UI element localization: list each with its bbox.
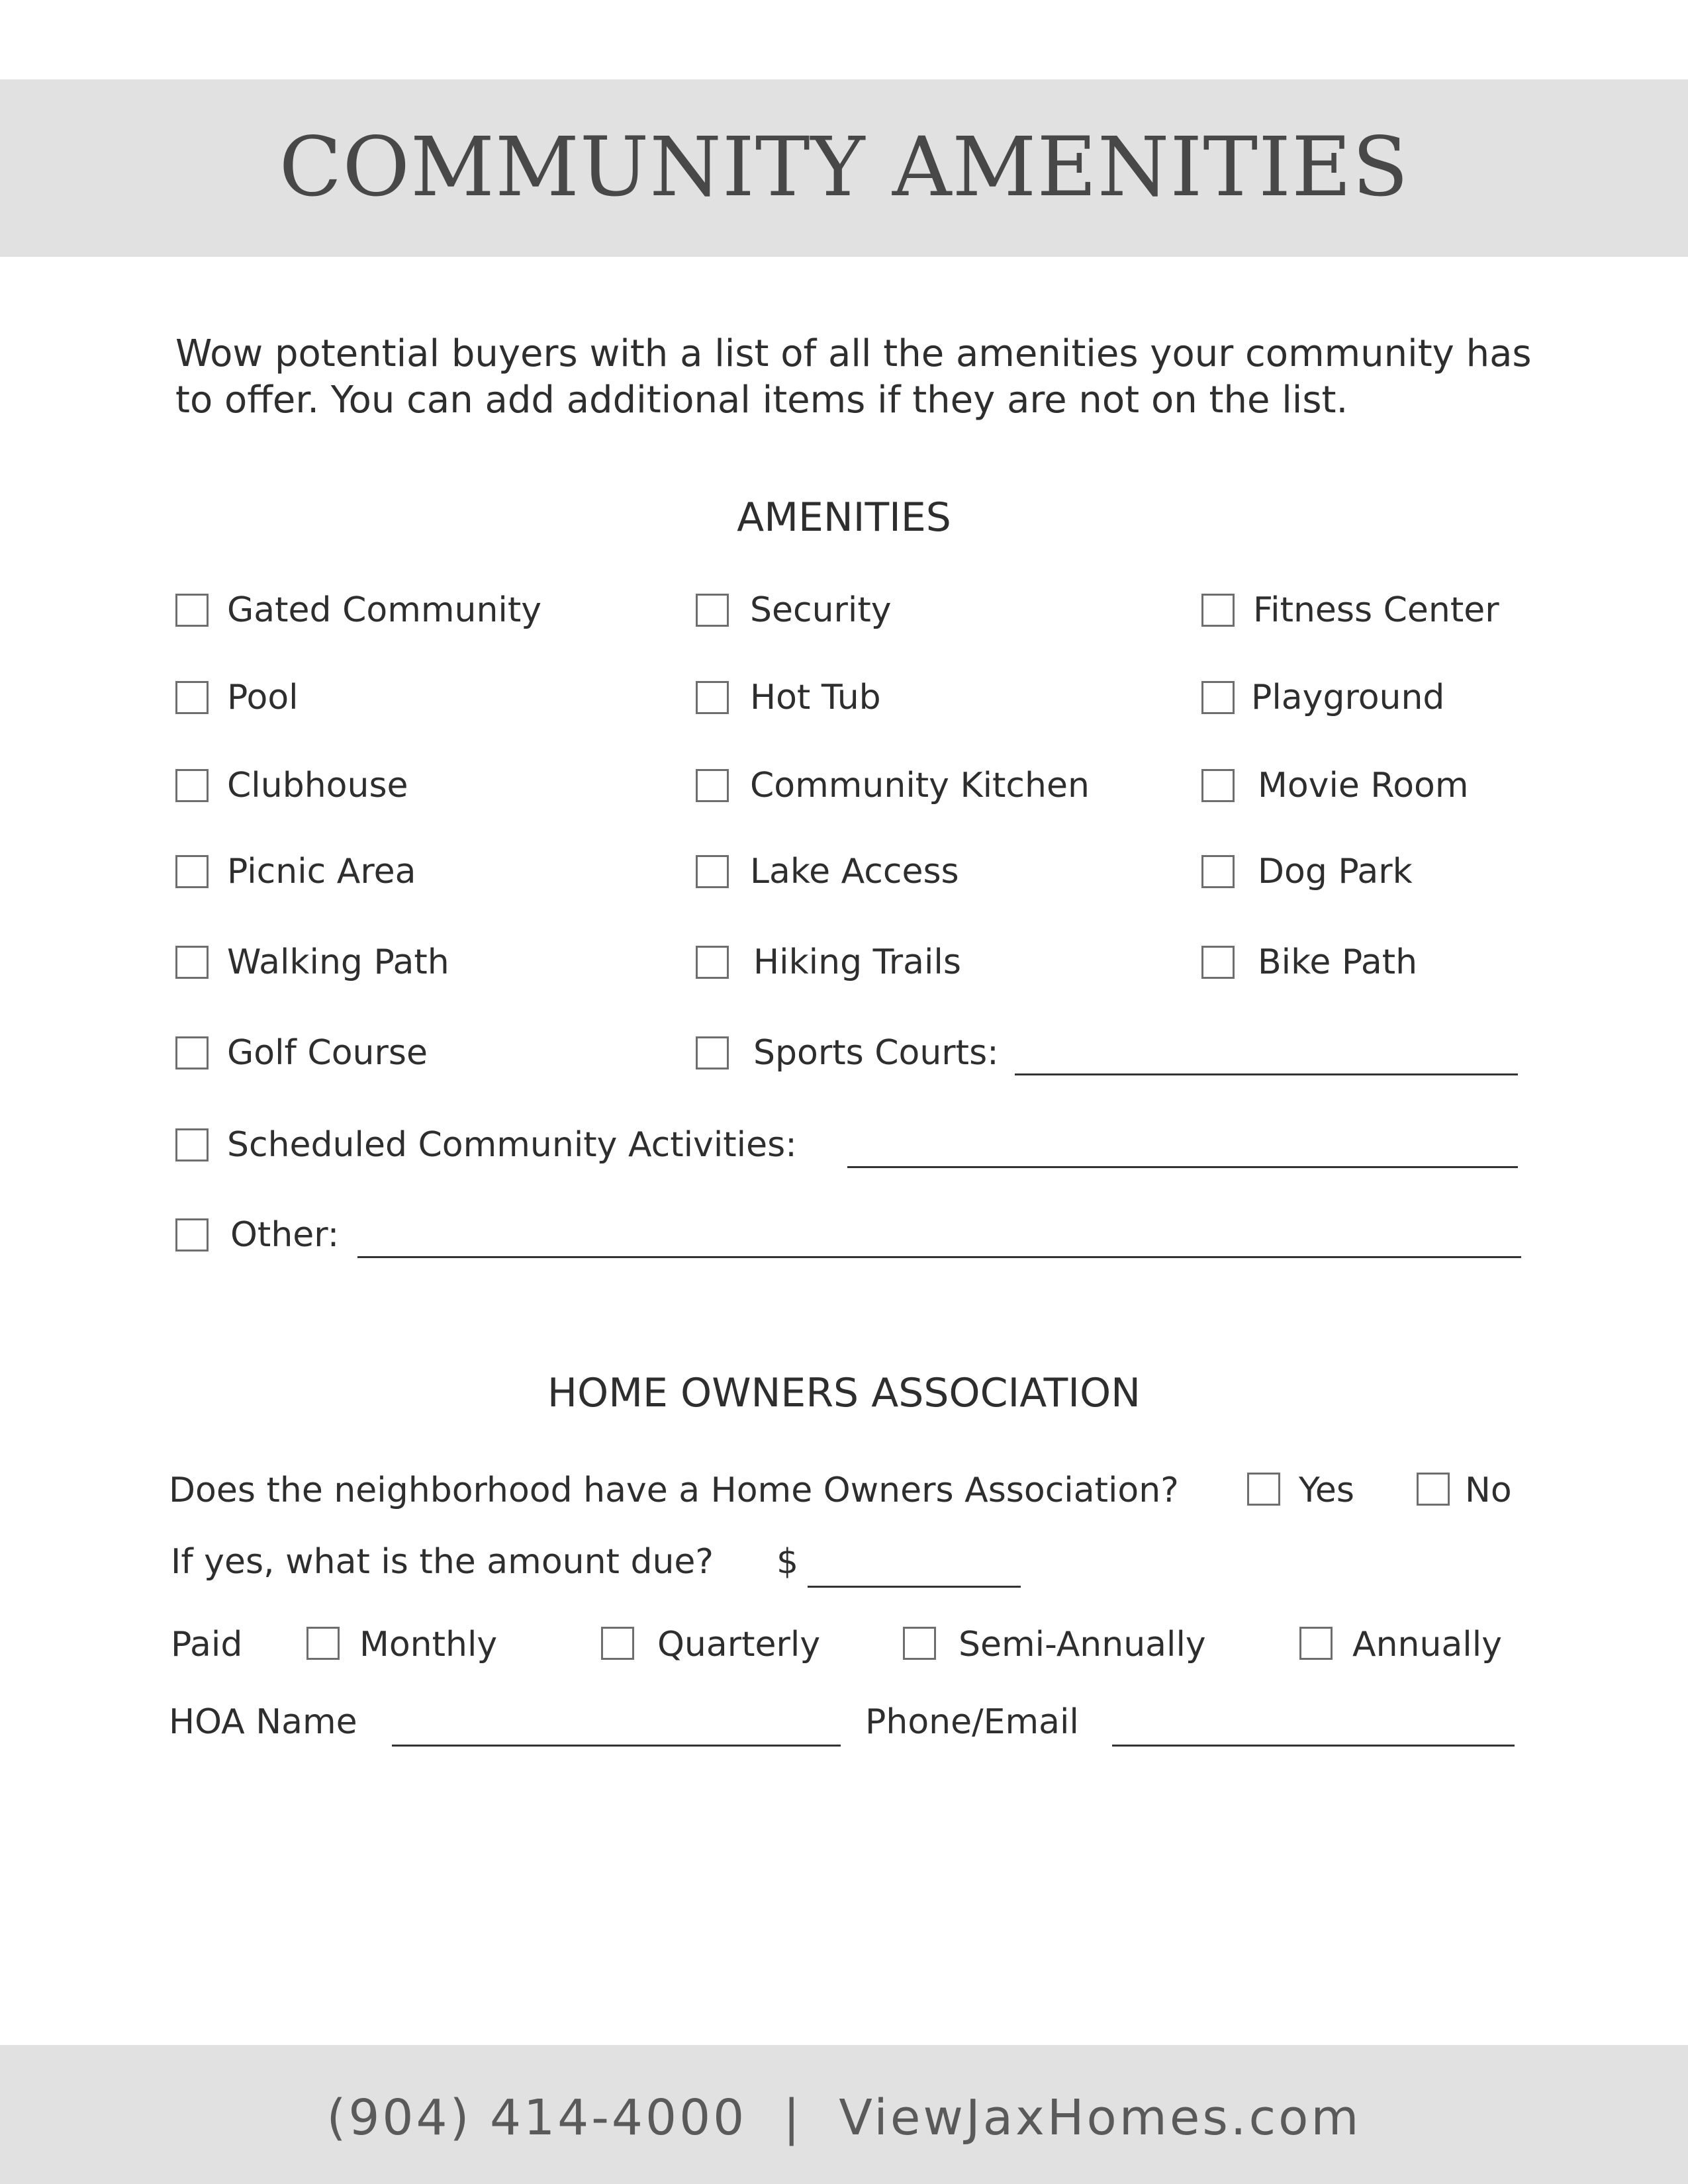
sports-courts-checkbox[interactable] <box>696 1036 729 1069</box>
hoa-question: Does the neighborhood have a Home Owners Association? <box>169 1471 1179 1510</box>
other-checkbox[interactable] <box>175 1218 209 1251</box>
community-kitchen-label: Community Kitchen <box>750 766 1090 805</box>
amenities-heading: AMENITIES <box>737 494 951 541</box>
dog-park-checkbox[interactable] <box>1201 855 1235 888</box>
gated-community-checkbox[interactable] <box>175 594 209 627</box>
bike-path-checkbox[interactable] <box>1201 946 1235 979</box>
lake-access-label: Lake Access <box>750 852 959 891</box>
hot-tub-label: Hot Tub <box>750 678 881 717</box>
fitness-center-label: Fitness Center <box>1253 590 1499 630</box>
monthly-label: Monthly <box>359 1625 498 1664</box>
security-checkbox[interactable] <box>696 594 729 627</box>
hiking-trails-label: Hiking Trails <box>753 942 961 982</box>
pool-label: Pool <box>227 678 299 717</box>
picnic-area-label: Picnic Area <box>227 852 416 891</box>
hoa-name-label: HOA Name <box>169 1702 357 1742</box>
hiking-trails-checkbox[interactable] <box>696 946 729 979</box>
hoa-yes-label: Yes <box>1299 1471 1354 1510</box>
playground-checkbox[interactable] <box>1201 681 1235 714</box>
quarterly-label: Quarterly <box>657 1625 821 1664</box>
gated-community-label: Gated Community <box>227 590 542 630</box>
hoa-no-checkbox[interactable] <box>1417 1473 1450 1506</box>
pool-checkbox[interactable] <box>175 681 209 714</box>
currency-symbol: $ <box>776 1542 799 1582</box>
community-kitchen-checkbox[interactable] <box>696 769 729 802</box>
other-input-line[interactable] <box>357 1256 1521 1258</box>
annually-checkbox[interactable] <box>1299 1627 1333 1660</box>
hoa-yes-checkbox[interactable] <box>1247 1473 1280 1506</box>
movie-room-label: Movie Room <box>1258 766 1469 805</box>
sports-courts-label: Sports Courts: <box>753 1033 999 1073</box>
monthly-checkbox[interactable] <box>306 1627 340 1660</box>
golf-course-label: Golf Course <box>227 1033 428 1073</box>
walking-path-checkbox[interactable] <box>175 946 209 979</box>
fitness-center-checkbox[interactable] <box>1201 594 1235 627</box>
clubhouse-label: Clubhouse <box>227 766 408 805</box>
movie-room-checkbox[interactable] <box>1201 769 1235 802</box>
amount-question: If yes, what is the amount due? <box>171 1542 714 1582</box>
phone-email-input-line[interactable] <box>1112 1745 1515 1747</box>
hoa-name-input-line[interactable] <box>392 1745 841 1747</box>
annually-label: Annually <box>1352 1625 1502 1664</box>
walking-path-label: Walking Path <box>227 942 449 982</box>
intro-text: Wow potential buyers with a list of all the amenities your community has to offer. You can add additional items if they are not on the list. <box>175 332 1532 422</box>
phone-email-label: Phone/Email <box>865 1702 1079 1742</box>
page-title: COMMUNITY AMENITIES <box>279 120 1409 215</box>
amount-input-line[interactable] <box>808 1586 1021 1588</box>
golf-course-checkbox[interactable] <box>175 1036 209 1069</box>
sports-courts-input-line[interactable] <box>1015 1073 1518 1075</box>
paid-label: Paid <box>171 1625 243 1664</box>
security-label: Security <box>750 590 892 630</box>
dog-park-label: Dog Park <box>1258 852 1413 891</box>
clubhouse-checkbox[interactable] <box>175 769 209 802</box>
semi-annually-label: Semi-Annually <box>959 1625 1206 1664</box>
hoa-heading: HOME OWNERS ASSOCIATION <box>547 1370 1141 1416</box>
scheduled-activities-checkbox[interactable] <box>175 1128 209 1161</box>
lake-access-checkbox[interactable] <box>696 855 729 888</box>
quarterly-checkbox[interactable] <box>601 1627 634 1660</box>
picnic-area-checkbox[interactable] <box>175 855 209 888</box>
bike-path-label: Bike Path <box>1258 942 1418 982</box>
scheduled-activities-input-line[interactable] <box>847 1166 1518 1168</box>
footer-contact: (904) 414-4000 | ViewJaxHomes.com <box>326 2089 1362 2146</box>
other-label: Other: <box>230 1215 340 1255</box>
hoa-no-label: No <box>1465 1471 1512 1510</box>
scheduled-activities-label: Scheduled Community Activities: <box>227 1125 797 1165</box>
playground-label: Playground <box>1251 678 1445 717</box>
semi-annually-checkbox[interactable] <box>903 1627 936 1660</box>
hot-tub-checkbox[interactable] <box>696 681 729 714</box>
